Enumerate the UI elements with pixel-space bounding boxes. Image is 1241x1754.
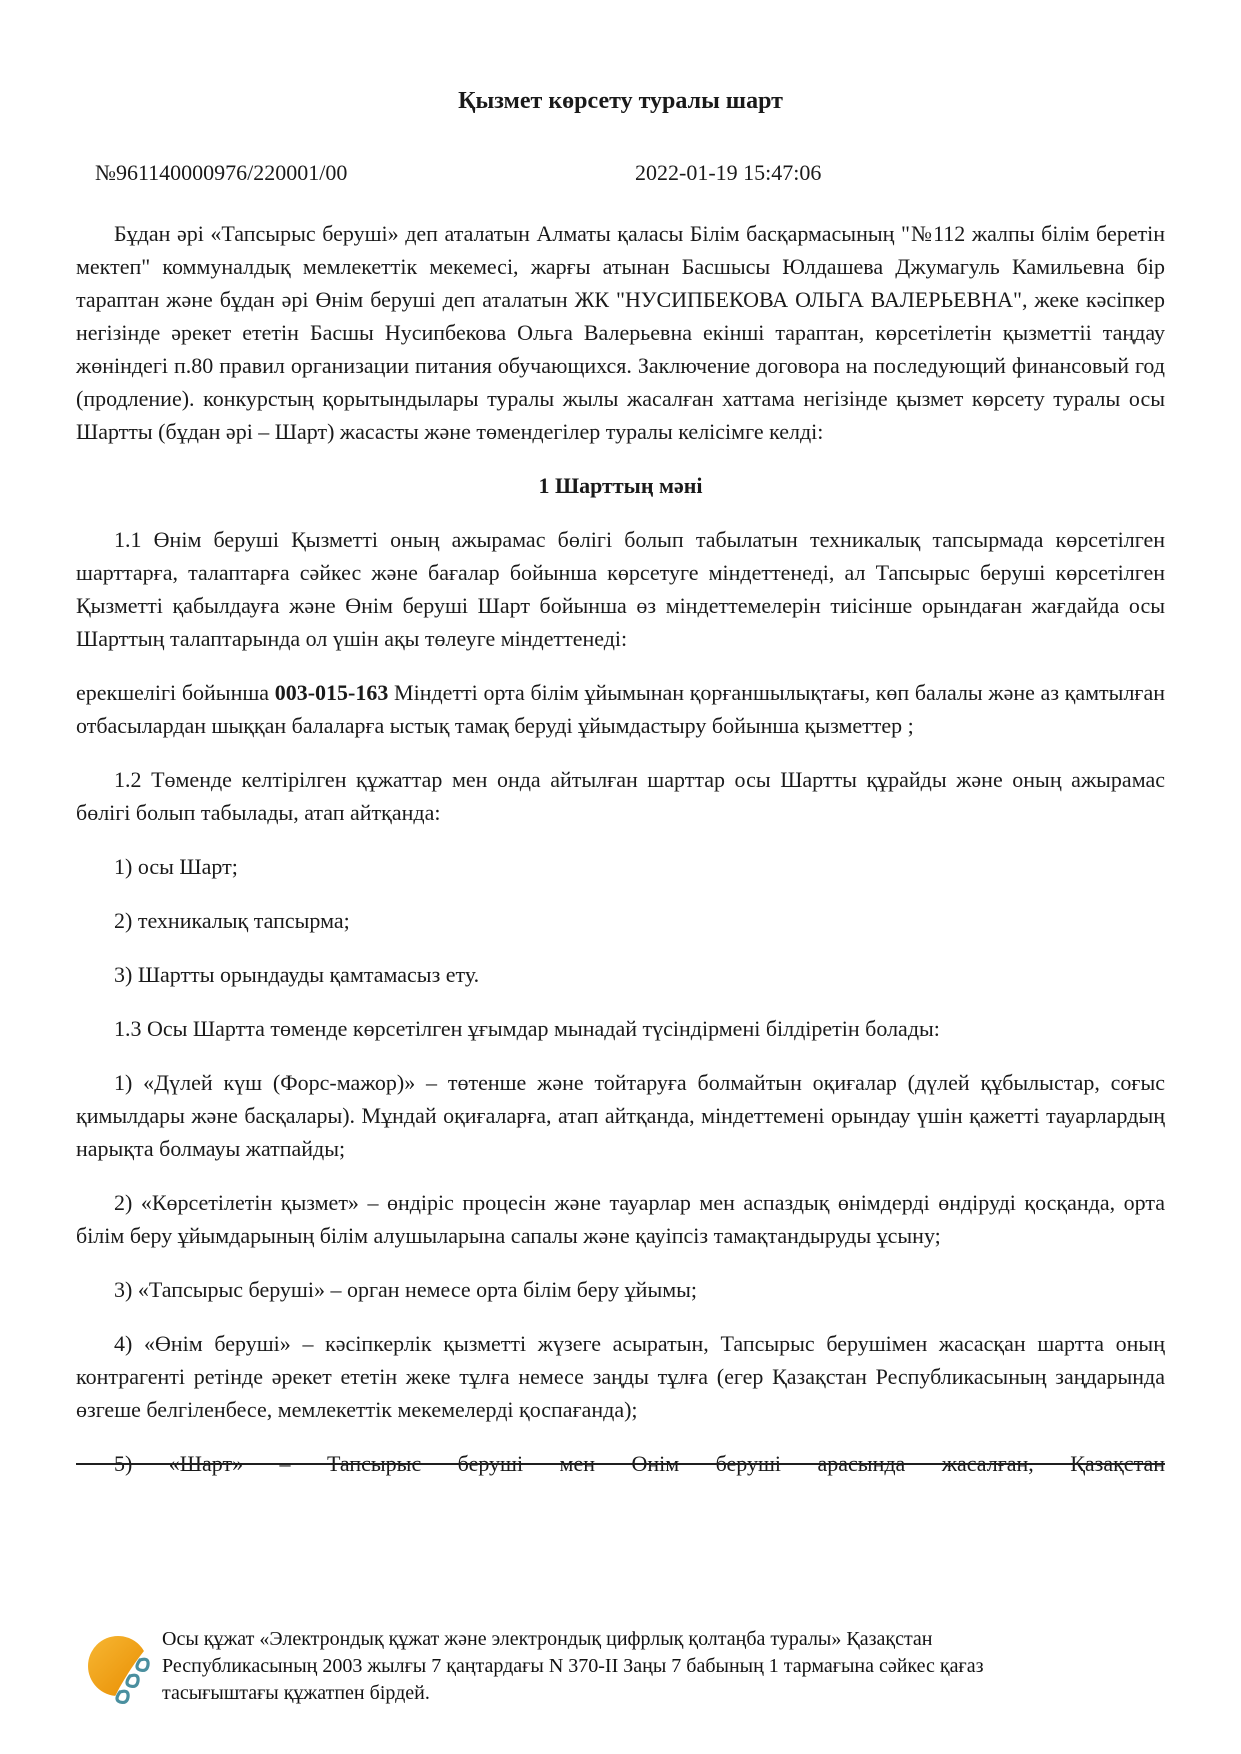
contract-part-item: 2) техникалық тапсырма;	[114, 908, 350, 933]
clause-1-1: 1.1 Өнім беруші Қызметті оның ажырамас бөлігі болып табылатын техникалық тапсырмада көрсетілген шарттарға, талаптарға сәйкес және бағалар бойынша көрсетуге міндеттенеді, ал Тапсырыс беруші көрсетілген Қызметті қабылдауға және Өнім беруші Шарт бойынша өз міндеттемелерін тиісінше орындаған жағдайда осы Шарттың талаптарында ол үшін ақы төлеуге міндеттенеді:	[76, 527, 1165, 651]
contract-part-item: 1) осы Шарт;	[114, 854, 238, 879]
contract-meta	[76, 160, 1165, 193]
definition-item: 2) «Көрсетілетін қызмет» – өндіріс процесін және тауарлар мен аспаздық өнімдерді өндіруді қосқанда, орта білім беру ұйымдарының білім алушыларына сапалы және қауіпсіз тамақтандыруды ұсыну;	[76, 1190, 1165, 1248]
eds-validity-text	[162, 1626, 983, 1707]
lot-code: 003-015-163	[274, 680, 389, 705]
eds-validity-stamp	[84, 1626, 1164, 1714]
specialty-clause	[76, 676, 1165, 742]
clause-1-3: 1.3 Осы Шартта төменде көрсетілген ұғымдар мынадай түсіндірмені білдіретін болады:	[114, 1016, 940, 1041]
clause-1-2: 1.2 Төменде келтірілген құжаттар мен онда айтылған шарттар осы Шартты құрайды және оның ажырамас бөлігі болып табылады, атап айтқанда:	[76, 767, 1165, 825]
contract-datetime: 2022-01-19 15:47:06	[635, 160, 822, 185]
definition-item: 1) «Дүлей күш (Форс-мажор)» – төтенше және тойтаруға болмайтын оқиғалар (дүлей құбылыстар, соғыс қимылдары және басқалары). Мұндай оқиғаларға, атап айтқанда, міндеттемені орындау үшін қажетті тауарлардың нарықта болмауы жатпайды;	[76, 1070, 1165, 1161]
specialty-suffix: Міндетті орта білім ұйымынан қорғаншылықтағы, көп балалы және аз қамтылған отбасылардан шыққан балаларға ыстық тамақ беруді ұйымдастыру бойынша қызметтер ;	[76, 680, 1165, 738]
definition-item: 4) «Өнім беруші» – кәсіпкерлік қызметті жүзеге асыратын, Тапсырыс берушімен жасасқан шартта оның контрагенті ретінде әрекет ететін жеке тұлға немесе заңды тұлға (егер Қазақстан Республикасының заңдарында өзгеше белгіленбесе, мемлекеттік мекемелерді қоспағанда);	[76, 1331, 1165, 1422]
contract-body	[76, 217, 1165, 1480]
specialty-prefix: ерекшелігі бойынша	[76, 680, 275, 705]
definition-item-truncated: 5) «Шарт» – Тапсырыс беруші мен Өнім беруші арасында жасалған, Қазақстан	[76, 1447, 1165, 1480]
page-title: Қызмет көрсету туралы шарт	[458, 88, 783, 114]
section-1-heading: 1 Шарттың мәні	[538, 473, 703, 498]
eds-validity-text-line: Республикасының 2003 жылғы 7 қаңтардағы N 370-II Заңы 7 бабының 1 тармағына сәйкес қағаз	[162, 1655, 984, 1677]
definition-item: 3) «Тапсырыс беруші» – орган немесе орта білім беру ұйымы;	[114, 1277, 698, 1302]
preamble-paragraph: Бұдан әрі «Тапсырыс беруші» деп аталатын Алматы қаласы Білім басқармасының "№112 жалпы білім беретін мектеп" коммуналдық мемлекеттік мекемесі, жарғы атынан Басшысы Юлдашева Джумагуль Камильевна бір тараптан және бұдан әрі Өнім беруші деп аталатын ЖК "НУСИПБЕКОВА ОЛЬГА ВАЛЕРЬЕВНА", жеке кәсіпкер негізінде әрекет ететін Басшы Нусипбекова Ольга Валерьевна екінші тараптан, көрсетілетін қызметтіі таңдау жөніндегі п.80 правил организации питания обучающихся. Заключение договора на последующий финансовый год (продление). конкурстың қорытындылары туралы жылы жасалған хаттама негізінде қызмет көрсету туралы осы Шартты (бұдан әрі – Шарт) жасасты және төмендегілер туралы келісімге келді:	[76, 221, 1165, 444]
eds-validity-text-line: тасығыштағы құжатпен бірдей.	[162, 1682, 430, 1704]
contract-number: №961140000976/220001/00	[95, 160, 348, 185]
contract-part-item: 3) Шартты орындауды қамтамасыз ету.	[114, 962, 480, 987]
eds-validity-text-line: Осы құжат «Электрондық құжат және электрондық цифрлық қолтаңба туралы» Қазақстан	[162, 1628, 933, 1650]
egov-kz-stamp-icon	[84, 1630, 160, 1714]
